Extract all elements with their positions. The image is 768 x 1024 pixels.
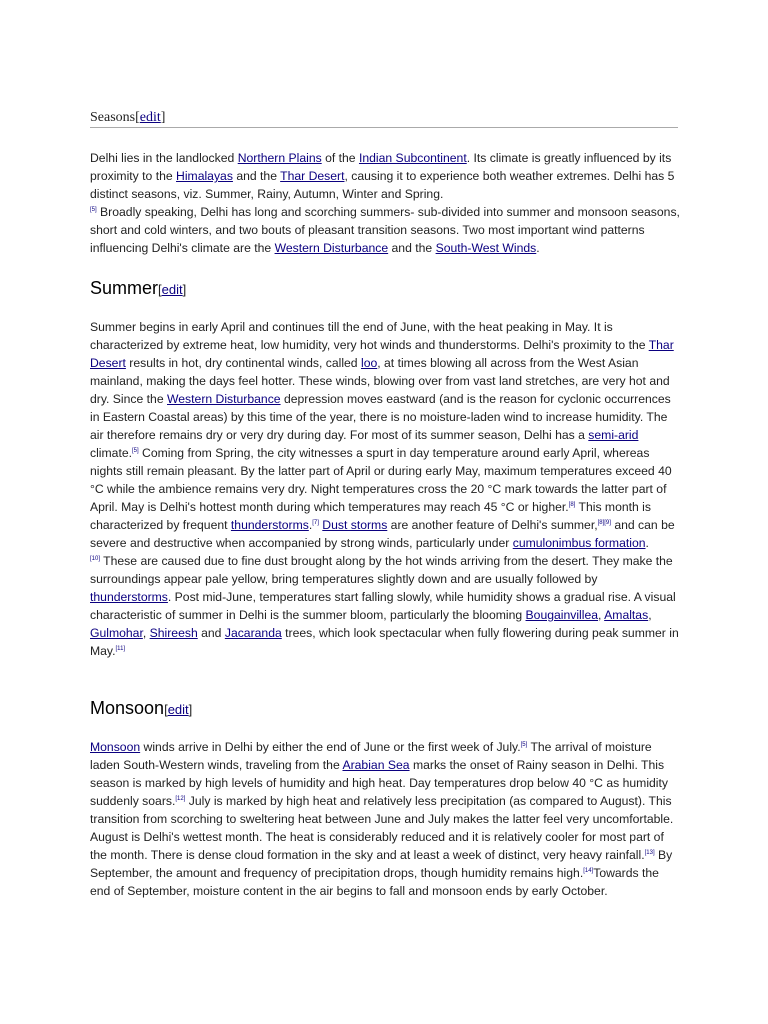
link-thunderstorms[interactable]: thunderstorms (230, 518, 309, 532)
text: . Post mid-June, temperatures start falling slowly, while humidity shows a gradual rise. A visual characteristic of summer in Delhi is the summer bloom, particularly the blooming (90, 590, 676, 622)
link-shireesh[interactable]: Shireesh (149, 626, 198, 640)
link-dust-storms[interactable]: Dust storms (322, 518, 388, 532)
text: , causing it to experience both weather extremes. Delhi has 5 distinct seasons, viz. Summer, Rainy, Autumn, Winter and Spring. (90, 169, 675, 201)
text: depression moves eastward (and is the reason for cyclonic occurrences in Eastern Coastal areas) by this time of the year, there is no moisture-laden wind to increase humidity. The air therefore remains dry or very dry during day. For most of its summer season, Delhi has a (90, 392, 671, 442)
link-thar-desert[interactable]: Thar Desert (90, 338, 674, 370)
text: Towards the end of September, moisture content in the air begins to fall and monsoon ends by early October. (90, 866, 659, 898)
link-jacaranda[interactable]: Jacaranda (224, 626, 282, 640)
citation-ref[interactable]: [5] (132, 448, 139, 454)
citation-ref[interactable]: [14] (583, 868, 594, 874)
edit-link[interactable]: edit (139, 110, 161, 125)
text: The arrival of moisture laden South-Western winds, traveling from the (90, 740, 652, 772)
edit-link[interactable]: edit (167, 702, 189, 717)
text: . (308, 518, 313, 532)
section-title: Monsoon (90, 698, 165, 718)
citation-ref[interactable]: [7] (312, 520, 319, 526)
paragraph-summer (90, 318, 680, 660)
link-western-disturbance[interactable]: Western Disturbance (167, 392, 281, 406)
text: are another feature of Delhi's summer, (387, 518, 598, 532)
text: winds arrive in Delhi by either the end of June or the first week of July. (140, 740, 521, 754)
citation-ref[interactable]: [8][9] (597, 520, 611, 526)
text: trees, which look spectacular when fully flowering during peak summer in May. (90, 626, 679, 658)
section-heading-monsoon: Monsoon[edit] (90, 698, 193, 718)
section-title: Seasons (90, 110, 136, 125)
section-heading-seasons: Seasons[edit] (90, 110, 678, 128)
text: Coming from Spring, the city witnesses a spurt in day temperature around early April, whereas nights still remain pleasant. By the latter part of April or during early May, maximum temperatures exceed 40 °C while the ambience remains very dry. Night temperatures cross the 20 °C mark towards the latter part of April. May is Delhi's hottest month during which temperatures may reach 45 °C or higher. (90, 446, 672, 514)
link-cumulonimbus-formation[interactable]: cumulonimbus formation (512, 536, 646, 550)
text: and the (232, 169, 281, 183)
link-northern-plains[interactable]: Northern Plains (237, 151, 322, 165)
text: Delhi lies in the landlocked (90, 151, 238, 165)
text: , at times blowing all across from the West Asian mainland, making the days feel hotter. These winds, blowing over from vast land stretches, are very hot and dry. Since the (90, 356, 670, 406)
link-amaltas[interactable]: Amaltas (604, 608, 649, 622)
section-heading-summer: Summer[edit] (90, 278, 187, 298)
paragraph-monsoon (90, 738, 680, 900)
section-title: Summer (90, 278, 159, 298)
text: These are caused due to fine dust brought along by the hot winds arriving from the desert. They make the surroundings appear pale yellow, bring temperatures slightly down and are usually followed by (90, 554, 673, 586)
paragraph-intro (90, 149, 680, 257)
text: climate. (90, 446, 132, 460)
text: , (142, 626, 150, 640)
text: By September, the amount and frequency of precipitation drops, though humidity remains high. (90, 848, 673, 880)
text: and the (388, 241, 436, 255)
citation-ref[interactable]: [13] (644, 850, 655, 856)
link-bougainvillea[interactable]: Bougainvillea (525, 608, 599, 622)
link-western-disturbance[interactable]: Western Disturbance (274, 241, 389, 255)
link-semi-arid[interactable]: semi-arid (588, 428, 639, 442)
text: and can be severe and destructive when accompanied by strong winds, particularly under (90, 518, 675, 550)
link-thar-desert[interactable]: Thar Desert (280, 169, 345, 183)
edit-link[interactable]: edit (161, 282, 183, 297)
text: , (598, 608, 605, 622)
text: . Its climate is greatly influenced by its proximity to the (90, 151, 672, 183)
text: . (536, 241, 540, 255)
link-arabian-sea[interactable]: Arabian Sea (342, 758, 410, 772)
citation-ref[interactable]: [10] (90, 556, 101, 562)
text: results in hot, dry continental winds, called (125, 356, 361, 370)
text: Summer begins in early April and continues till the end of June, with the heat peaking in May. It is characterized by extreme heat, low humidity, very hot winds and thunderstorms. Delhi's proximity to the (90, 320, 649, 352)
link-gulmohar[interactable]: Gulmohar (90, 626, 143, 640)
link-monsoon[interactable]: Monsoon (90, 740, 141, 754)
text: . (645, 536, 649, 550)
citation-ref[interactable]: [5] (520, 742, 528, 748)
citation-ref[interactable]: [5] (90, 207, 97, 213)
link-indian-subcontinent[interactable]: Indian Subcontinent (358, 151, 467, 165)
text: of the (321, 151, 359, 165)
link-himalayas[interactable]: Himalayas (176, 169, 233, 183)
text: July is marked by high heat and relatively less precipitation (as compared to August). This transition from scorching to sweltering heat between June and July makes the latter feel very uncomfortable. August is Delhi's wettest month. The heat is considerably reduced and it is relatively cooler for most part of the month. There is dense cloud formation in the sky and at least a week of distinct, very heavy rainfall. (90, 794, 674, 862)
citation-ref[interactable]: [11] (115, 646, 126, 652)
text: marks the onset of Rainy season in Delhi. This season is marked by high levels of humidity and high heat. Day temperatures drop below 40 °C as humidity suddenly soars. (90, 758, 668, 808)
citation-ref[interactable]: [8] (568, 502, 576, 508)
link-south-west-winds[interactable]: South-West Winds (435, 241, 537, 255)
link-loo[interactable]: loo (360, 356, 378, 370)
text: , (648, 608, 652, 622)
text: This month is characterized by frequent (90, 500, 651, 532)
citation-ref[interactable]: [12] (175, 796, 186, 802)
link-thunderstorms[interactable]: thunderstorms (90, 590, 168, 604)
text: Broadly speaking, Delhi has long and scorching summers- sub-divided into summer and monsoon seasons, short and cold winters, and two bouts of pleasant transition seasons. Two most important wind patterns influencing Delhi's climate are the (90, 205, 680, 255)
text: and (197, 626, 225, 640)
